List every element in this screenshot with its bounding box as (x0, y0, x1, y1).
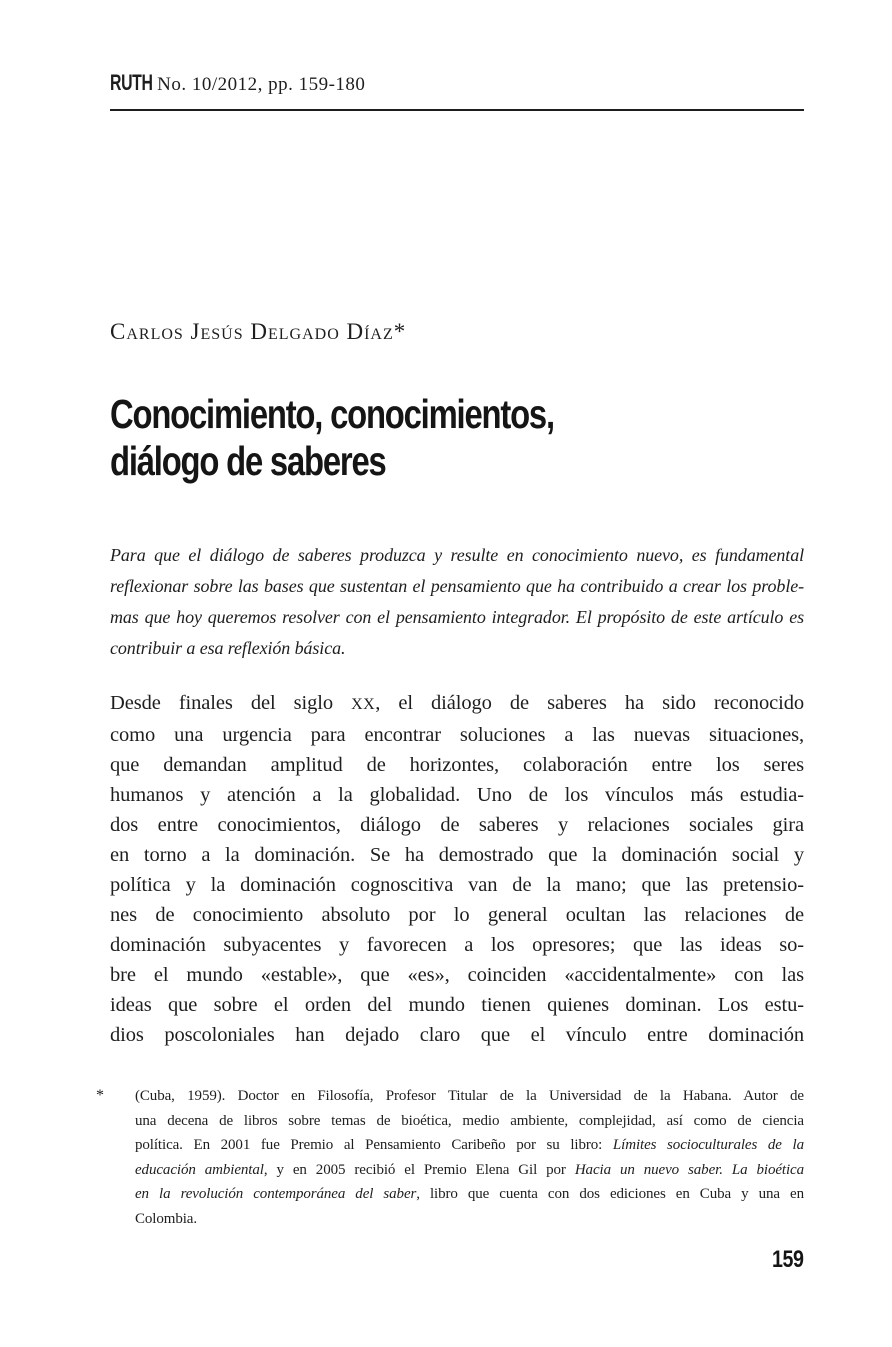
text-line: dominación subyacentes y favorecen a los opresores; que las ideas so- (110, 934, 804, 956)
text-line: política. En 2001 fue Premio al Pensamiento Caribeño por su libro: Límites socioculturales de la (135, 1137, 804, 1153)
text-line: Desde finales del siglo XX, el diálogo de saberes ha sido reconocido (110, 692, 805, 714)
text-line: que demandan amplitud de horizontes, colaboración entre los seres (110, 754, 804, 776)
footnote (96, 1084, 804, 1231)
text-line: en la revolución contemporánea del saber, libro que cuenta con dos ediciones en Cuba y una en (135, 1186, 804, 1202)
text-line: Para que el diálogo de saberes produzca y resulte en conocimiento nuevo, es fundamental (110, 545, 804, 565)
text-line: una decena de libros sobre temas de bioética, medio ambiente, complejidad, así como de ciencia (135, 1112, 804, 1129)
text-line: dos entre conocimientos, diálogo de saberes y relaciones sociales gira (110, 814, 804, 836)
article-title (110, 391, 804, 485)
abstract (110, 540, 804, 664)
header-issue-info: No. 10/2012, pp. 159-180 (157, 74, 366, 95)
text-line: dios poscoloniales han dejado claro que el vínculo entre dominación (110, 1024, 804, 1046)
text-line: educación ambiental, y en 2005 recibió el Premio Elena Gil por Hacia un nuevo saber. La bioética (135, 1161, 804, 1178)
page-number: 159 (772, 1246, 804, 1273)
text-line: humanos y atención a la globalidad. Uno de los vínculos más estudia- (110, 784, 804, 806)
text-line: política y la dominación cognoscitiva van de la mano; que las pretensio- (110, 874, 804, 896)
text-line: ideas que sobre el orden del mundo tienen quienes dominan. Los estu- (110, 994, 804, 1016)
author-name: Carlos Jesús Delgado Díaz* (110, 319, 407, 344)
footnote-marker: * (96, 1087, 104, 1104)
page-number-row (110, 1246, 804, 1274)
footnote-text (135, 1084, 804, 1231)
article-title-lines (110, 391, 554, 485)
text-line: bre el mundo «estable», que «es», coinciden «accidentalmente» con las (110, 964, 804, 986)
text-line: nes de conocimiento absoluto por lo general ocultan las relaciones de (110, 904, 804, 926)
header-line (110, 70, 804, 96)
text-line: Colombia. (135, 1210, 198, 1227)
page-header (110, 70, 804, 111)
text-line: (Cuba, 1959). Doctor en Filosofía, Profesor Titular de la Universidad de la Habana. Autor de (135, 1088, 804, 1104)
text-line: mas que hoy queremos resolver con el pensamiento integrador. El propósito de este artículo es (110, 607, 804, 627)
text-line: en torno a la dominación. Se ha demostrado que la dominación social y (110, 844, 804, 866)
journal-logo: RUTH (110, 70, 153, 95)
header-rule (110, 109, 804, 111)
article-title-line1: Conocimiento, conocimientos, (110, 391, 554, 437)
text-line: como una urgencia para encontrar soluciones a las nuevas situaciones, (110, 724, 804, 746)
article-title-line2: diálogo de saberes (110, 438, 386, 484)
text-line: contribuir a esa reflexión básica. (110, 638, 346, 658)
body-paragraph (110, 688, 804, 1050)
text-line: reflexionar sobre las bases que sustentan el pensamiento que ha contribuido a crear los proble- (110, 576, 804, 596)
